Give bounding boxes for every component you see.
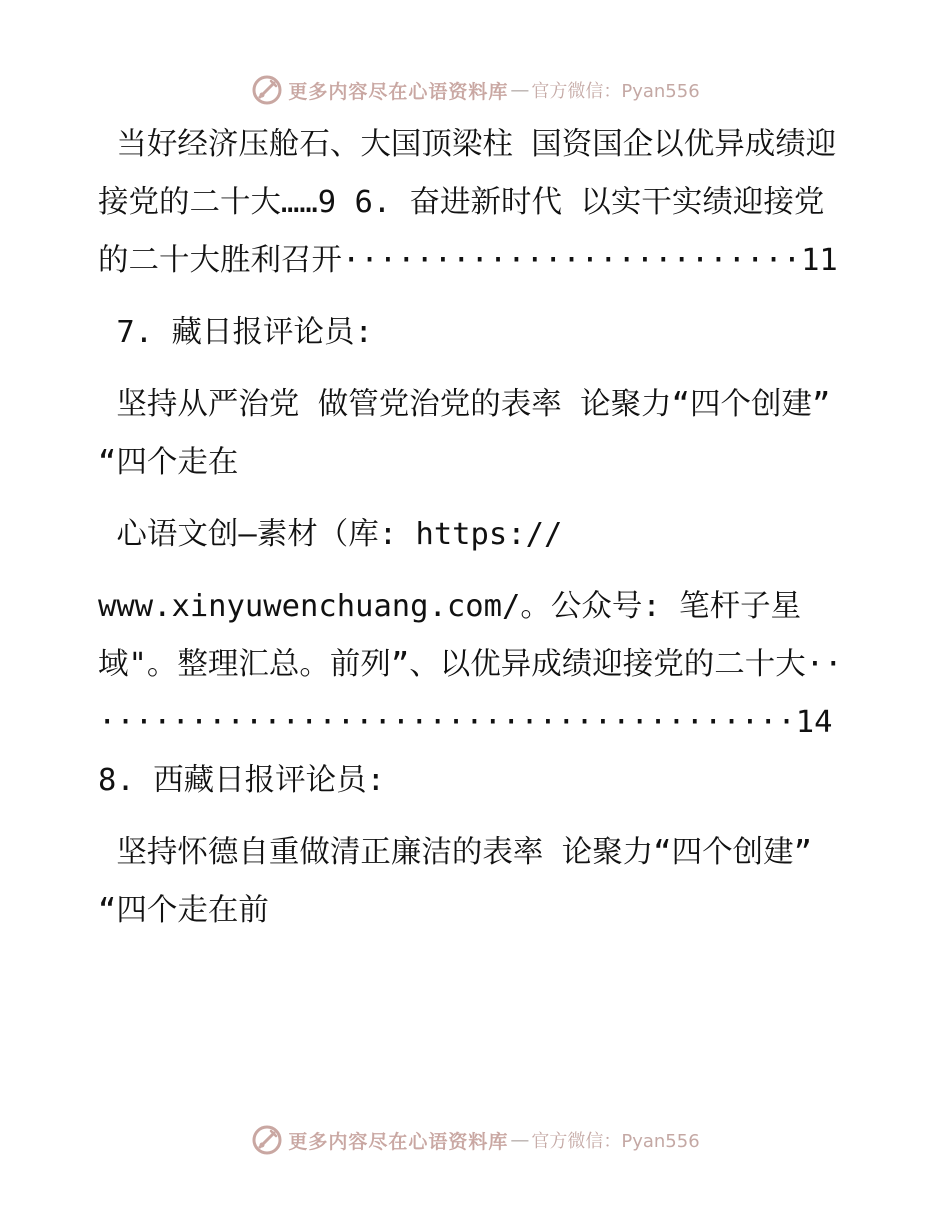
document-body <box>98 116 851 940</box>
watermark-contact-text: 官方微信：Pyan556 <box>531 81 700 102</box>
watermark-brand-text: 更多内容尽在心语资料库 <box>288 1130 509 1153</box>
header-watermark <box>0 70 950 110</box>
paragraph-entry-8-title: 坚持怀德自重做清正廉洁的表率 论聚力“四个创建” “四个走在前 <box>98 835 831 928</box>
paragraph-entry-7-title: 坚持从严治党 做管党治党的表率 论聚力“四个创建” “四个走在 <box>98 387 849 480</box>
pen-seal-icon <box>250 73 284 107</box>
paragraph-source-continuation: www.xinyuwenchuang.com/。公众号: 笔杆子星域"。整理汇总。前列”、以优异成绩迎接党的二十大········································14 8. 西藏日报评论员: <box>98 589 851 798</box>
paragraph-entry-7-heading: 7. 藏日报评论员: <box>98 315 373 350</box>
watermark-dash: — <box>510 1129 530 1151</box>
footer-watermark <box>0 1120 950 1160</box>
watermark-dash: — <box>510 79 530 101</box>
watermark-contact-text: 官方微信：Pyan556 <box>531 1131 700 1152</box>
watermark-brand-text: 更多内容尽在心语资料库 <box>288 80 509 103</box>
paragraph-source-note: 心语文创—素材（库: https:// <box>98 517 563 552</box>
paragraph-contents-entry-5-6: 当好经济压舱石、大国顶梁柱 国资国企以优异成绩迎接党的二十大……9 6. 奋进新时代 以实干实绩迎接党的二十大胜利召开·························11 <box>98 127 838 278</box>
pen-seal-icon <box>250 1123 284 1157</box>
